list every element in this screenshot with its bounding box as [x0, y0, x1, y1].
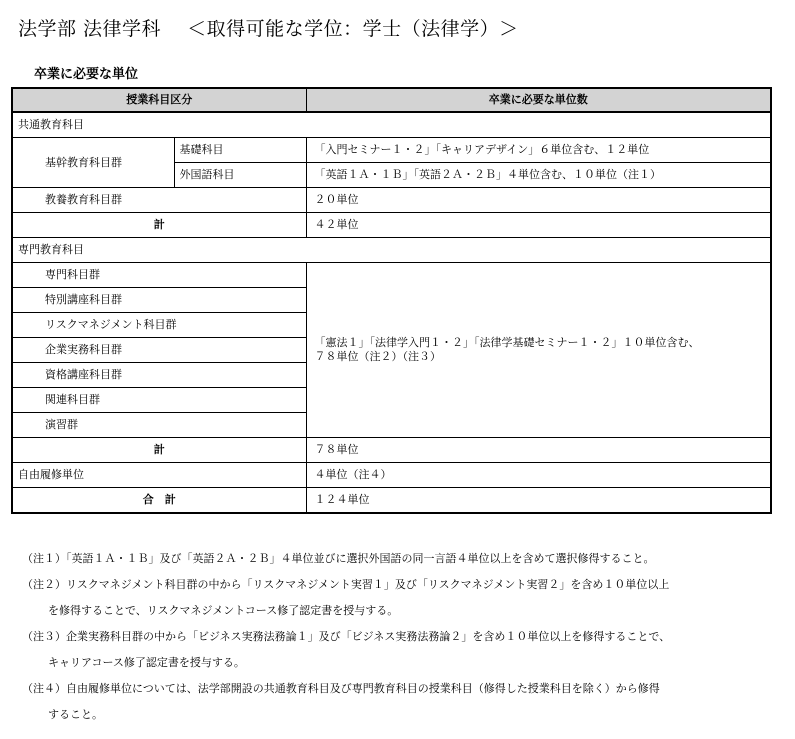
section-title: 卒業に必要な単位 [34, 67, 139, 82]
specialized-education-label: 専門教育科目 [12, 238, 771, 263]
page-title: 法学部 法律学科 ＜取得可能な学位：学士（法律学）＞ [18, 18, 519, 40]
note-1 [22, 549, 782, 575]
grand-total-label: 合 計 [12, 488, 306, 514]
note-2 [22, 575, 782, 627]
specialized-group-item: 特別講座科目群 [12, 288, 306, 313]
specialized-group-item: 資格講座科目群 [12, 363, 306, 388]
table-row [12, 438, 771, 463]
table-row [12, 138, 771, 163]
note-4-line2: すること。 [48, 708, 103, 721]
note-4-line1: （注４）自由履修単位については、法学部開設の共通教育科目及び専門教育科目の授業科目（修得した授業科目を除く）から修得 [22, 682, 660, 695]
specialized-group-item: 企業実務科目群 [12, 338, 306, 363]
liberal-arts-label: 教養教育科目群 [12, 188, 306, 213]
free-elective-label: 自由履修単位 [12, 463, 306, 488]
specialized-group-item: リスクマネジメント科目群 [12, 313, 306, 338]
table-row [12, 213, 771, 238]
table-row [12, 238, 771, 263]
note-1-line1: （注１）「英語１Ａ・１Ｂ」及び「英語２Ａ・２Ｂ」４単位並びに選択外国語の同一言語４単位以上を含めて選択修得すること。 [22, 552, 655, 565]
note-2-line1: （注２）リスクマネジメント科目群の中から「リスクマネジメント実習１」及び「リスクマネジメント実習２」を含め１０単位以上 [22, 578, 670, 591]
specialized-subtotal-label: 計 [12, 438, 306, 463]
core-group-label: 基幹教育科目群 [12, 138, 174, 188]
note-3-line2: キャリアコース修了認定書を授与する。 [48, 656, 245, 669]
specialized-subtotal-value: ７８単位 [306, 438, 771, 463]
table-row [12, 188, 771, 213]
specialized-group-item: 演習群 [12, 413, 306, 438]
note-4 [22, 679, 782, 731]
grand-total-value: １２４単位 [306, 488, 771, 514]
basic-subjects-label: 基礎科目 [174, 138, 306, 163]
common-subtotal-label: 計 [12, 213, 306, 238]
table-row [12, 263, 771, 288]
notes-section [22, 549, 782, 731]
specialized-requirement-value [306, 263, 771, 438]
basic-subjects-value: 「入門セミナー１・２」「キャリアデザイン」６単位含む、１２単位 [306, 138, 771, 163]
note-3-line1: （注３）企業実務科目群の中から「ビジネス実務法務論１」及び「ビジネス実務法務論２」を含め１０単位以上を修得することで、 [22, 630, 671, 643]
table-header-row [12, 88, 771, 112]
liberal-arts-value: ２０単位 [306, 188, 771, 213]
table-row [12, 488, 771, 514]
free-elective-value: ４単位（注４） [306, 463, 771, 488]
note-3 [22, 627, 782, 679]
foreign-language-value: 「英語１Ａ・１Ｂ」「英語２Ａ・２Ｂ」４単位含む、１０単位（注１） [306, 163, 771, 188]
table-row [12, 463, 771, 488]
foreign-language-label: 外国語科目 [174, 163, 306, 188]
note-2-line2: を修得することで、リスクマネジメントコース修了認定書を授与する。 [48, 604, 399, 617]
common-education-label: 共通教育科目 [12, 112, 771, 138]
table-row [12, 112, 771, 138]
common-subtotal-value: ４２単位 [306, 213, 771, 238]
header-required-credits: 卒業に必要な単位数 [306, 88, 771, 112]
header-category: 授業科目区分 [12, 88, 306, 112]
specialized-group-item: 専門科目群 [12, 263, 306, 288]
specialized-value-line2: ７８単位（注２）（注３） [314, 350, 441, 363]
specialized-group-item: 関連科目群 [12, 388, 306, 413]
specialized-value-line1: 「憲法１」「法律学入門１・２」「法律学基礎セミナー１・２」１０単位含む、 [314, 336, 700, 349]
credits-table [11, 87, 772, 514]
